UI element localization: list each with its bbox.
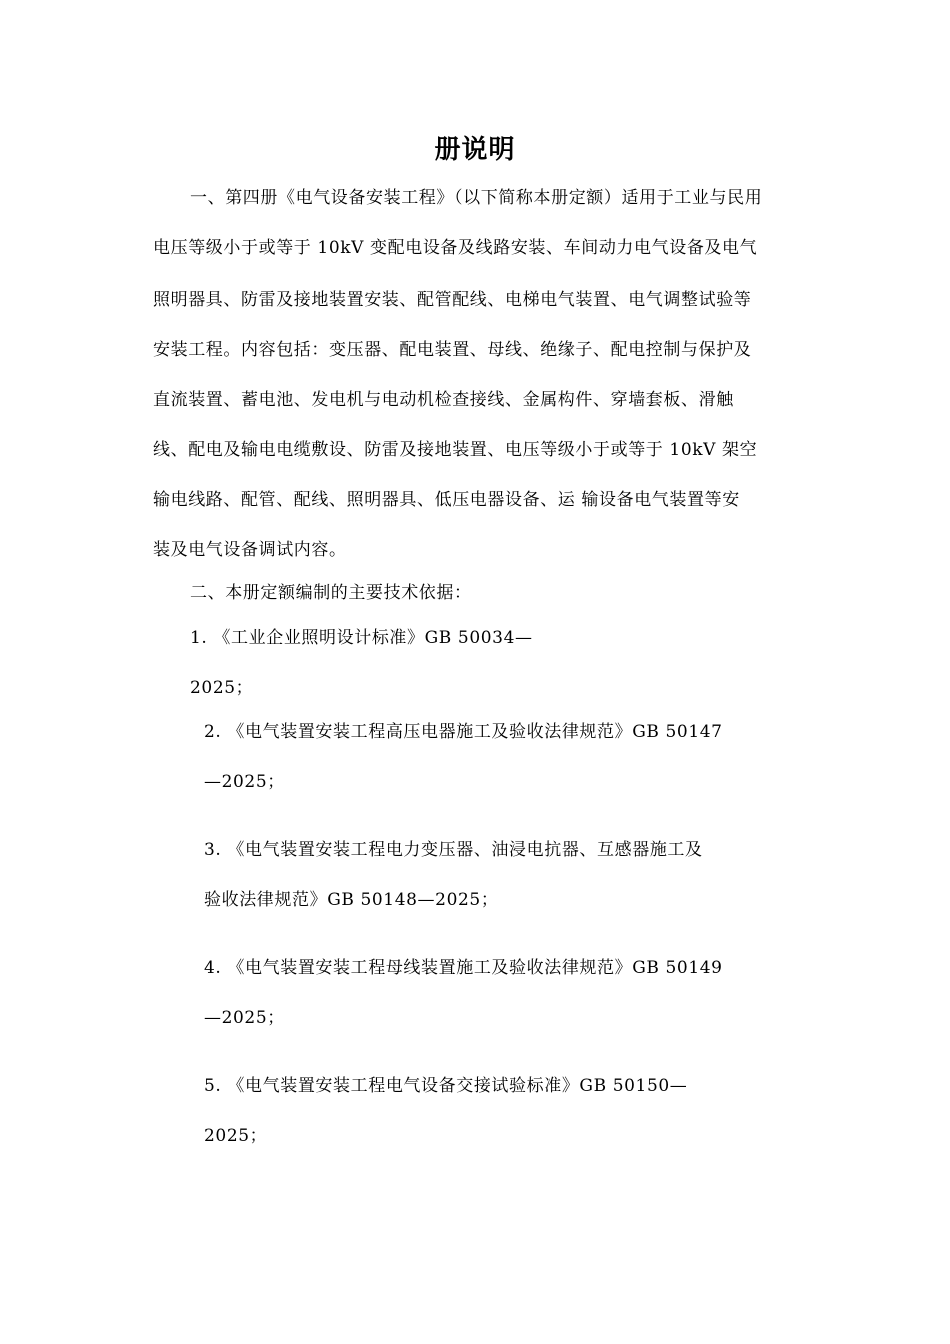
list-item-line: 验收法律规范》GB 50148—2025； xyxy=(204,890,499,910)
list-item-line: 4. 《电气装置安装工程母线装置施工及验收法律规范》GB 50149 xyxy=(204,958,723,978)
paragraph-line: 照明器具、防雷及接地装置安装、配管配线、电梯电气装置、电气调整试验等 xyxy=(153,290,752,310)
list-item-line: —2025； xyxy=(204,772,285,792)
list-item-line: 2. 《电气装置安装工程高压电器施工及验收法律规范》GB 50147 xyxy=(204,722,723,742)
paragraph-line: 电压等级小于或等于 10kV 变配电设备及线路安装、车间动力电气设备及电气 xyxy=(153,238,758,258)
list-item-line: 3. 《电气装置安装工程电力变压器、油浸电抗器、互感器施工及 xyxy=(204,840,703,860)
paragraph-line: 输电线路、配管、配线、照明器具、低压电器设备、运 输设备电气装置等安 xyxy=(153,490,740,510)
list-item-line: 2025； xyxy=(204,1126,268,1146)
section-heading: 二、本册定额编制的主要技术依据： xyxy=(190,583,472,603)
list-item-line: 2025； xyxy=(190,678,254,698)
page-title: 册说明 xyxy=(434,135,516,165)
paragraph-line: 直流装置、蓄电池、发电机与电动机检查接线、金属构件、穿墙套板、滑触 xyxy=(153,390,734,410)
paragraph-line: 线、配电及输电电缆敷设、防雷及接地装置、电压等级小于或等于 10kV 架空 xyxy=(153,440,758,460)
paragraph-line: 装及电气设备调试内容。 xyxy=(153,540,347,560)
list-item-line: 1. 《工业企业照明设计标准》GB 50034— xyxy=(190,628,533,648)
paragraph-line: 一、第四册《电气设备安装工程》（以下简称本册定额）适用于工业与民用 xyxy=(190,188,763,208)
list-item-line: —2025； xyxy=(204,1008,285,1028)
paragraph-line: 安装工程。内容包括：变压器、配电装置、母线、绝缘子、配电控制与保护及 xyxy=(153,340,752,360)
list-item-line: 5. 《电气装置安装工程电气设备交接试验标准》GB 50150— xyxy=(204,1076,688,1096)
